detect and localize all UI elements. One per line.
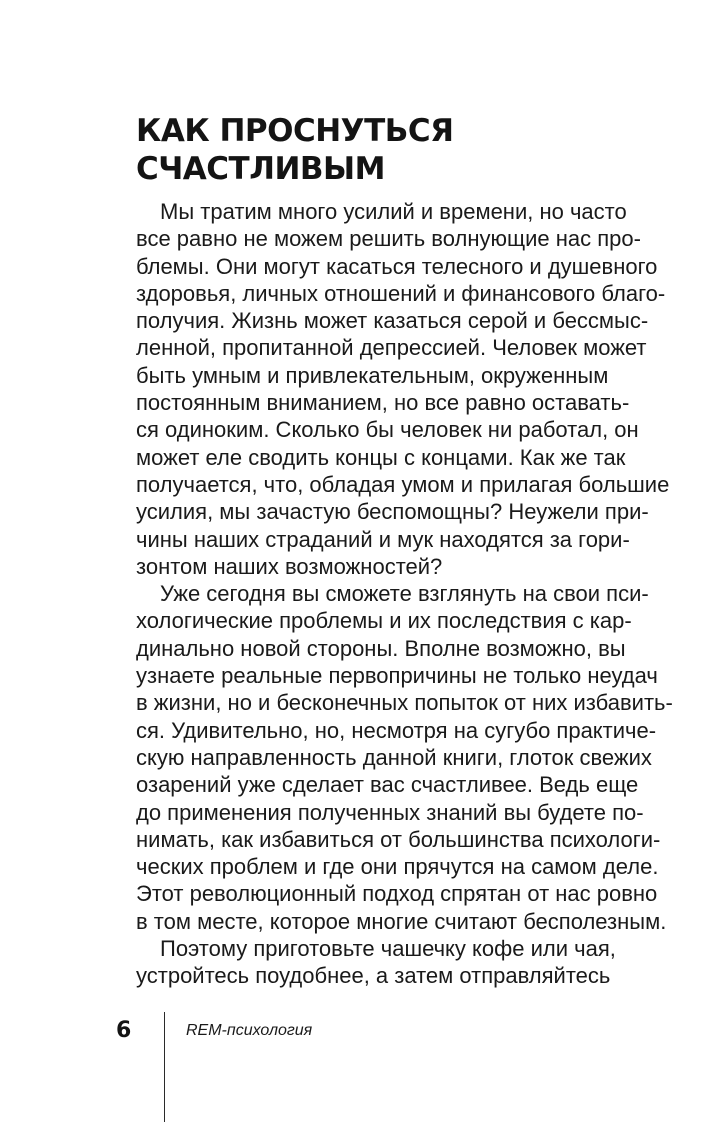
paragraph-1 xyxy=(136,198,670,580)
text-line: получается, что, обладая умом и прилагая большие xyxy=(136,471,670,497)
text-line: ся одиноким. Сколько бы человек ни работал, он xyxy=(136,417,639,443)
chapter-heading-line-2: СЧАСТЛИВЫМ xyxy=(136,151,385,187)
text-line: может еле сводить концы с концами. Как же так xyxy=(136,444,626,470)
text-line: озарений уже сделает вас счастливее. Ведь еще xyxy=(136,772,639,798)
text-line: Поэтому приготовьте чашечку кофе или чая, xyxy=(160,936,616,962)
text-line: зонтом наших возможностей? xyxy=(136,553,443,579)
chapter-heading xyxy=(136,112,616,188)
text-line: здоровья, личных отношений и финансового благо- xyxy=(136,280,666,306)
text-line: до применения полученных знаний вы будете по- xyxy=(136,799,644,825)
text-line: быть умным и привлекательным, окруженным xyxy=(136,362,609,388)
text-line: устройтесь поудобнее, а затем отправляйтесь xyxy=(136,963,611,989)
chapter-heading-line-1: КАК ПРОСНУТЬСЯ xyxy=(136,113,454,149)
text-line: чины наших страданий и мук находятся за гори- xyxy=(136,526,630,552)
text-line: все равно не можем решить волнующие нас про- xyxy=(136,226,641,252)
text-line: скую направленность данной книги, глоток свежих xyxy=(136,744,652,770)
footer-divider xyxy=(164,1012,165,1122)
text-line: получия. Жизнь может казаться серой и бессмыс- xyxy=(136,308,649,334)
text-line: Уже сегодня вы сможете взглянуть на свои пси- xyxy=(160,581,649,607)
paragraph-3 xyxy=(136,935,616,990)
text-line: в том месте, которое многие считают бесполезным. xyxy=(136,908,667,934)
text-line: динально новой стороны. Вполне возможно, вы xyxy=(136,635,626,661)
text-line: постоянным вниманием, но все равно оставать- xyxy=(136,390,630,416)
text-line: Этот революционный подход спрятан от нас ровно xyxy=(136,881,658,907)
text-line: в жизни, но и бесконечных попыток от них избавить- xyxy=(136,690,673,716)
text-line: нимать, как избавиться от большинства психологи- xyxy=(136,826,661,852)
paragraph-2 xyxy=(136,580,673,935)
running-title: REM-психология xyxy=(186,1022,313,1039)
text-line: Мы тратим много усилий и времени, но часто xyxy=(160,199,627,224)
text-line: ческих проблем и где они прячутся на самом деле. xyxy=(136,854,659,880)
text-line: ленной, пропитанной депрессией. Человек может xyxy=(136,335,647,361)
body-text xyxy=(136,198,673,990)
text-line: узнаете реальные первопричины не только неудач xyxy=(136,663,658,689)
text-line: усилия, мы зачастую беспомощны? Неужели при- xyxy=(136,499,649,525)
text-line: ся. Удивительно, но, несмотря на сугубо практиче- xyxy=(136,717,657,743)
text-line: хологические проблемы и их последствия с кар- xyxy=(136,608,632,634)
page-number: 6 xyxy=(116,1018,132,1043)
text-line: блемы. Они могут касаться телесного и душевного xyxy=(136,253,658,279)
